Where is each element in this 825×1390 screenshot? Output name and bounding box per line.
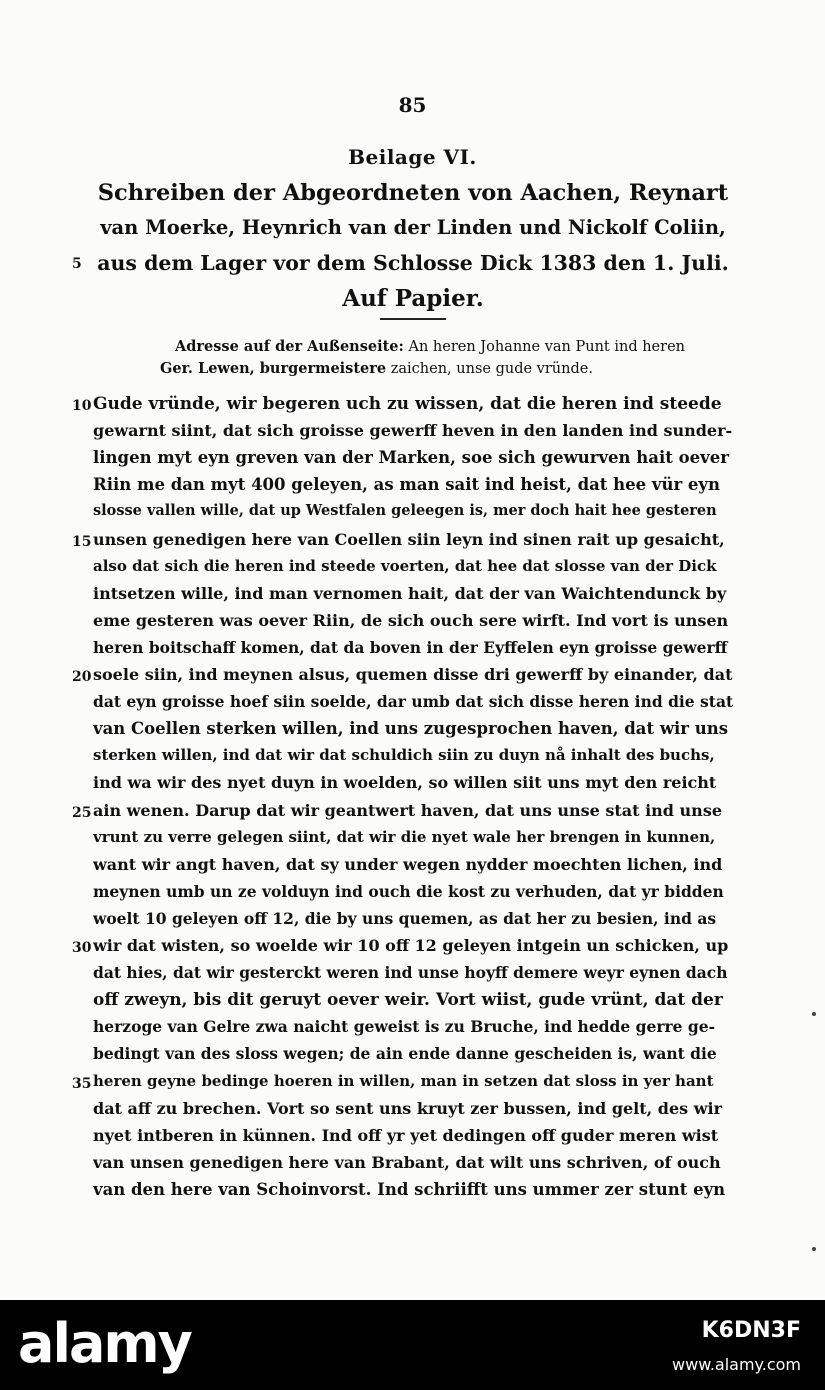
body-line: dat aff zu brechen. Vort so sent uns kruyt zer bussen, ind gelt, des wir xyxy=(93,1098,723,1118)
title-line-1: Schreiben der Abgeordneten von Aachen, Reynart xyxy=(97,180,729,206)
margin-mark xyxy=(812,1247,816,1251)
title-line-2: van Moerke, Heynrich van der Linden und Nickolf Coliin, xyxy=(100,216,726,239)
banner-url: www.alamy.com xyxy=(672,1355,801,1374)
address-line-2 xyxy=(160,360,725,377)
body-line: wir dat wisten, so woelde wir 10 off 12 geleyen intgein un schicken, up xyxy=(93,936,729,955)
body-line: nyet intberen in künnen. Ind off yr yet dedingen off guder meren wist xyxy=(93,1125,719,1145)
line-number: 10 xyxy=(72,398,92,414)
body-line: van den here van Schoinvorst. Ind schriifft uns ummer zer stunt eyn xyxy=(93,1179,726,1199)
body-line: Gude vründe, wir begeren uch zu wissen, dat die heren ind steede xyxy=(93,394,722,414)
body-line: ain wenen. Darup dat wir geantwert haven, dat uns unse stat ind unse xyxy=(93,800,722,820)
body-line: off zweyn, bis dit geruyt oever weir. Vort wiist, gude vrünt, dat der xyxy=(93,990,723,1011)
address-label: Adresse auf der Außenseite: xyxy=(175,338,404,355)
body-line: dat hies, dat wir gesterckt weren ind unse hoyff demere weyr eynen dach xyxy=(93,963,728,983)
banner-image-id: K6DN3F xyxy=(701,1318,801,1343)
body-line: eme gesteren was oever Riin, de sich ouch sere wirft. Ind vort is unsen xyxy=(93,610,729,630)
line-number: 35 xyxy=(72,1075,92,1092)
title-line-3: aus dem Lager vor dem Schlosse Dick 1383 den 1. Juli. xyxy=(97,251,729,275)
body-line: unsen genedigen here van Coellen siin leyn ind sinen rait up gesaicht, xyxy=(93,529,725,549)
body-line: slosse vallen wille, dat up Westfalen geleegen is, mer doch hait hee gesteren xyxy=(93,502,717,520)
body-line: gewarnt siint, dat sich groisse gewerff heven in den landen ind sunder- xyxy=(93,421,733,441)
body-line: lingen myt eyn greven van der Marken, soe sich gewurven hait oever xyxy=(93,448,729,468)
body-line: also dat sich die heren ind steede voerten, dat hee dat slosse van der Dick xyxy=(93,556,717,575)
appendix-heading: Beilage VI. xyxy=(348,145,477,169)
line-number: 30 xyxy=(72,940,92,956)
body-line: heren boitschaff komen, dat da boven in der Eyffelen eyn groisse gewerff xyxy=(93,637,728,657)
body-line: ind wa wir des nyet duyn in woelden, so willen siit uns myt den reicht xyxy=(93,773,717,793)
address-text-2: zaichen, unse gude vründe. xyxy=(390,361,593,377)
page-number: 85 xyxy=(398,93,427,117)
address-line-1 xyxy=(175,338,740,355)
body-line: intsetzen wille, ind man vernomen hait, dat der van Waichtendunck by xyxy=(93,583,727,603)
body-line: dat eyn groisse hoef siin soelde, dar umb dat sich disse heren ind die stat xyxy=(93,692,733,712)
margin-mark xyxy=(812,1012,816,1016)
body-line: meynen umb un ze volduyn ind ouch die kost zu verhuden, dat yr bidden xyxy=(93,881,724,901)
address-text-1: An heren Johanne van Punt ind heren xyxy=(408,339,685,355)
watermark-banner xyxy=(0,1300,825,1390)
body-line: woelt 10 geleyen off 12, die by uns quemen, as dat her zu besien, ind as xyxy=(93,908,717,928)
line-number: 25 xyxy=(72,804,92,821)
body-line: want wir angt haven, dat sy under wegen nydder moechten lichen, ind xyxy=(93,854,723,874)
line-number: 15 xyxy=(72,533,92,550)
body-line: soele siin, ind meynen alsus, quemen disse dri gewerff by einander, dat xyxy=(93,665,733,684)
banner-logo: alamy xyxy=(18,1312,191,1375)
body-line: vrunt zu verre gelegen siint, dat wir die nyet wale her brengen in kunnen, xyxy=(93,827,716,846)
divider-rule xyxy=(380,318,446,320)
address-names: Ger. Lewen, burgermeistere xyxy=(160,360,387,377)
body-line: van Coellen sterken willen, ind uns zugesprochen haven, dat wir uns xyxy=(93,719,729,739)
body-line: sterken willen, ind dat wir dat schuldich siin zu duyn nå inhalt des buchs, xyxy=(93,746,715,765)
title-line-number: 5 xyxy=(72,256,82,272)
line-number: 20 xyxy=(72,669,92,685)
body-line: heren geyne bedinge hoeren in willen, man in setzen dat sloss in yer hant xyxy=(93,1071,714,1090)
body-line: herzoge van Gelre zwa naicht geweist is zu Bruche, ind hedde gerre ge- xyxy=(93,1017,716,1037)
title-line-4: Auf Papier. xyxy=(342,285,484,312)
body-line: van unsen genedigen here van Brabant, dat wilt uns schriven, of ouch xyxy=(93,1152,721,1172)
body-line: bedingt van des sloss wegen; de ain ende danne gescheiden is, want die xyxy=(93,1044,717,1064)
body-line: Riin me dan myt 400 geleyen, as man sait ind heist, dat hee vür eyn xyxy=(93,475,720,495)
